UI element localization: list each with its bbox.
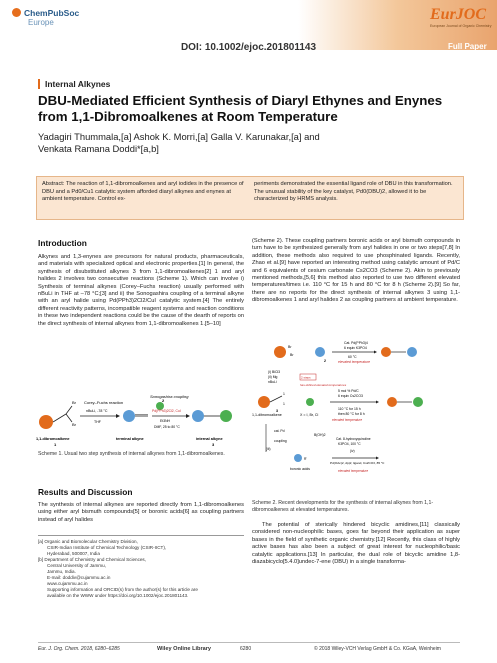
scheme1-r-circle [39,415,53,429]
svg-text:6 equiv K3PO4: 6 equiv K3PO4 [344,346,367,350]
svg-text:elevated temperature: elevated temperature [338,469,369,473]
section-tag: Internal Alkynes [38,79,110,89]
svg-text:5 mol % Pd/C: 5 mol % Pd/C [338,389,359,393]
scheme-1 [36,392,246,448]
svg-text:(i) BiCl3: (i) BiCl3 [268,370,281,374]
footnotes: [a] Organic and Biomolecular Chemistry Division, CSIR-Indian Institute of Chemical Technology (CSIR-IICT), Hyderabad, 500007, India [b] Department of Chemistry and Chemical Sciences, Central University of Jammu, Jammu, India. E-mail: doddiv@cujammu.ac.in www.cujammu.ac.in Supporting information and ORCID(s) from the author(s) for this article are available on the WWW under https://doi.org/10.1002/ejoc.201801143. [38,539,246,599]
scheme1-label-catalyst: Pd(PPh3)2Cl2, CuI [152,409,181,413]
svg-text:coupling: coupling [274,439,287,443]
svg-text:Cat. 8-hydroxyquinoline: Cat. 8-hydroxyquinoline [336,437,371,441]
intro-text: Alkynes and 1,3-enynes are precursors for natural products, pharmaceuticals, and materials with specialized optical and electronic properties.[1] In general, the synthesis of disubstituted alkynes 3 from 1,1-dibromoalkenes[2] 1 and aryl halides 2 involves two consecutive reactions (Scheme 1). Which can involve i) Synthesis of terminal alkynes (Corey–Fuchs reaction) usually performed with nBuLi in THF at –78 °C;[3] and ii) the Sonogashira coupling of a terminal alkyne with an aryl halide using Pd(PPh3)2Cl2/CuI catalytic system.[4] The entirely different reactivity patterns, incompatible reagent systems and reaction conditions in these two independent reactions could be the cause of the dearth of reports on the direct synthesis of internal alkynes from 1,1-dibromoalkenes 1.[5–10] [38,254,244,327]
footer-page-number: 6280 [240,646,252,652]
svg-text:Br: Br [72,422,76,427]
svg-text:(iii): (iii) [266,447,271,451]
chempubsoc-logo-icon [12,8,21,17]
svg-text:elevated temperature: elevated temperature [338,360,371,364]
svg-text:Br: Br [290,353,294,357]
publisher-sub: Europe [28,18,54,27]
svg-text:2 steps: 2 steps [301,375,311,380]
author-email[interactable]: E-mail: doddiv@cujammu.ac.in [47,575,111,580]
scheme1-label-terminal: terminal alkyne [116,437,144,441]
svg-text:then 80 °C for 8 h: then 80 °C for 8 h [338,412,365,416]
article-type: Full Paper [448,42,487,51]
results-text: The synthesis of internal alkynes are reported directly from 1,1-dibromoalkenes using either aryl bismuth compounds[5] or boronic acids[6] as coupling partners instead of aryl halides [38,502,244,523]
intro-heading: Introduction [38,238,87,248]
svg-text:boronic acids: boronic acids [290,467,310,471]
scheme1-label-internal: internal alkyne [196,437,223,441]
svg-text:(ii) Mg: (ii) Mg [268,375,278,379]
footer-citation: Eur. J. Org. Chem. 2018, 6280–6285 [38,646,120,652]
svg-text:elevated temperature: elevated temperature [332,418,363,422]
scheme1-label-sonogashira: Sonogashira coupling [150,394,189,399]
footer-copyright: © 2018 Wiley-VCH Verlag GmbH & Co. KGaA, Weinheim [314,646,441,652]
svg-text:6 equiv Cs2CO3: 6 equiv Cs2CO3 [338,394,363,398]
svg-text:3: 3 [212,442,215,447]
footnote-divider [38,535,244,536]
svg-text:nBuLi: nBuLi [268,380,277,384]
scheme2-bottom-row [266,424,385,473]
svg-text:R': R' [304,457,307,461]
footer-wiley-link[interactable]: Wiley Online Library [157,646,212,652]
svg-text:has defined elevated temperatu: has defined elevated temperatures [300,383,347,387]
right-col-text: (Scheme 2). These coupling partners boronic acids or aryl bismuth compounds in turn have to be synthesized generally from aryl halides in one or two steps[7,8] In addition, these methods also required to use phosphinated ligands. Recently, Zhao et al.[9] have reported an interesting method using catalytic amount of Pd/C and 6 equivalents of cesium carbonate Cs2CO3 (Scheme 2). Akin to previously mentioned methods,[5,6] this method also reported to use two different elevated temperatures/times i.e. 110 °C for 15 h and 80 °C for 8 h (Scheme 2).[9] So far, there are no reports for the direct synthesis of internal alkynes 3 using 1,1-dibromoalkenes 1 and aryl halides 2 as coupling partners at ambient temperature. [252,238,460,304]
scheme1-terminal-circle [123,410,135,422]
svg-text:(iv): (iv) [350,449,355,453]
scheme1-label-thf: THF [94,420,101,424]
scheme1-label-dibromoalkene: 1,1-dibromoalkene [36,437,70,441]
scheme2-middle-row [252,370,423,422]
university-url[interactable]: www.cujammu.ac.in [47,581,88,586]
svg-text:Pd(OAc)2, dppf, ligand, Cs2CO3: Pd(OAc)2, dppf, ligand, Cs2CO3, 85 °C [330,461,385,465]
article-title: DBU-Mediated Efficient Synthesis of Diaryl Ethynes and Enynes from 1,1-Dibromoalkenes at Room Temperature [38,93,443,124]
svg-text:1,1-dibromoalkene: 1,1-dibromoalkene [252,413,282,417]
abstract-right: periments demonstrated the essential ligand role of DBU in this transformation. The unusual stability of the key catalyst, Pd0(DBU)2, allowed it to be characterized by HRMS analysis. [254,181,453,203]
scheme-2 [252,340,462,498]
scheme1-label-conditions: DMF, 25 to 80 °C [154,425,180,429]
svg-text:110 °C for 15 h: 110 °C for 15 h [338,407,361,411]
svg-text:cat. Pd: cat. Pd [274,429,285,433]
svg-text:Br: Br [72,400,76,405]
svg-text:K3PO4, 100 °C: K3PO4, 100 °C [338,442,361,446]
svg-text:B(OH)2: B(OH)2 [314,433,326,437]
footer-divider [38,642,460,643]
svg-text:2: 2 [162,398,165,403]
svg-text:Cat. Pd(PPh3)4: Cat. Pd(PPh3)4 [344,341,368,345]
results-heading: Results and Discussion [38,487,133,497]
svg-text:Br: Br [288,345,292,349]
supporting-info-link[interactable]: available on the WWW under https://doi.org/10.1002/ejoc.201801143. [47,593,189,598]
scheme2-caption: Scheme 2. Recent developments for the synthesis of internal alkynes from 1,1-dibromoalkenes at elevated temperatures. [252,500,434,513]
svg-text:1: 1 [54,442,57,447]
svg-text:X = I, Br, Cl: X = I, Br, Cl [300,413,319,417]
journal-logo: EurJOC European Journal of Organic Chemistry [430,6,492,28]
doi[interactable]: DOI: 10.1002/ejoc.201801143 [180,42,317,53]
svg-text:3: 3 [276,409,278,413]
svg-text:2: 2 [324,359,326,363]
scheme2-top-row [274,341,417,364]
svg-text:1: 1 [283,402,285,406]
right-col-text-2: The potential of sterically hindered bicyclic amidines,[11] classically considered non-nucleophilic bases, goes far beyond their application as super bases in the field of synthetic organic chemistry.[12] Recently, this class of highly active bases has also been a subject of great interest for nucleophilic/basic catalytic applications.[13] In particular, the dual role of bicyclic amidine 1,8-diazabicyclo[5.4.0]undec-7-ene (DBU) in a single transforma- [252,522,460,566]
authors: Yadagiri Thummala,[a] Ashok K. Morri,[a] Galla V. Karunakar,[a] and Venkata Ramana Doddi*[a,b] [38,131,320,154]
scheme1-label-nbuli: nBuLi, -78 °C [86,409,108,413]
publisher-logo: ChemPubSoc [12,8,79,18]
scheme1-label-corey: Corey–Fuchs reaction [84,400,124,405]
scheme1-label-base: Et3NH [160,419,170,423]
abstract-left: Abstract: The reaction of 1,1-dibromoalkenes and aryl iodides in the presence of DBU and a Pd0/Cu1 catalytic system afforded diaryl alkynes and enynes at ambient temperature. Control ex- [42,181,244,203]
svg-text:60 °C: 60 °C [348,355,357,359]
svg-text:1: 1 [283,392,285,396]
scheme1-caption: Scheme 1. Usual two step synthesis of internal alkynes from 1,1-dibromoalkenes. [38,451,225,457]
